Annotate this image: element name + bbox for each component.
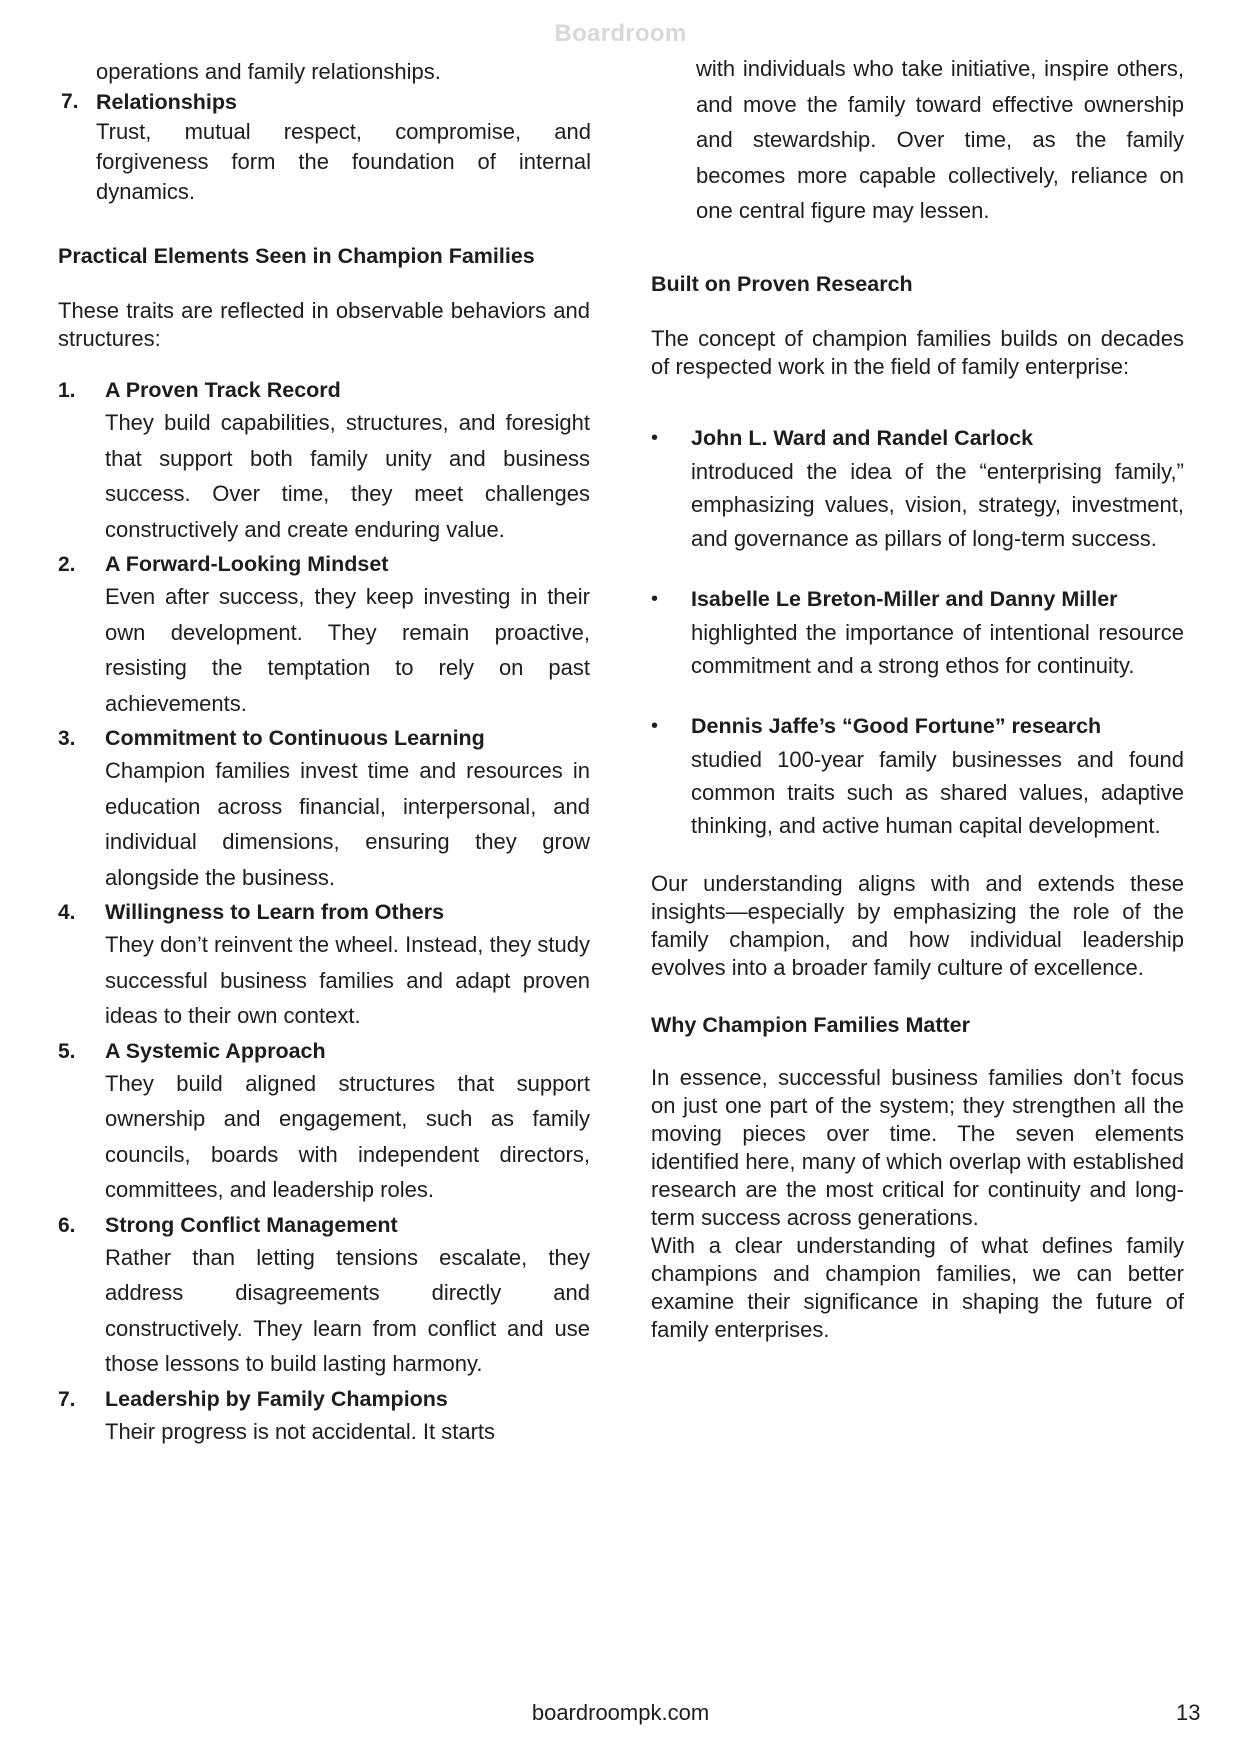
item-number: 4. — [58, 901, 76, 924]
footer-url: boardroompk.com — [531, 1700, 710, 1725]
item-number: 6. — [58, 1213, 76, 1237]
list-item — [58, 1208, 590, 1382]
list-item — [58, 547, 590, 721]
item-body: Trust, mutual respect, compromise, and forgiveness form the foundation of internal dynamics. — [96, 119, 591, 204]
bullet-body: highlighted the importance of intentional resource commitment and a strong ethos for continuity. — [691, 620, 1184, 678]
right-column — [651, 57, 1184, 1344]
bullet-item — [651, 421, 1184, 556]
research-intro: The concept of champion families builds on decades of respected work in the field of family enterprise: — [651, 325, 1184, 379]
bullet-title: Isabelle Le Breton-Miller and Danny Miller — [691, 587, 1118, 611]
item-title: A Forward-Looking Mindset — [105, 552, 389, 576]
item-body: Their progress is not accidental. It starts — [105, 1418, 496, 1444]
left-column — [58, 57, 590, 1449]
page-number: 13 — [1176, 1700, 1201, 1725]
list-item — [58, 721, 590, 895]
item-number: 7. — [58, 1387, 76, 1411]
practical-elements-list — [58, 373, 590, 1449]
why-heading: Why Champion Families Matter — [651, 1013, 970, 1037]
carryover-text: operations and family relationships. — [96, 59, 441, 84]
carryover-text: with individuals who take initiative, inspire others, and move the family toward effective ownership and stewardship. Over time, as the family becomes more capable collectively, reliance on one central figure may lessen. — [696, 56, 1184, 223]
list-item — [58, 1034, 590, 1208]
why-paragraph-1: In essence, successful business families don’t focus on just one part of the system; they strengthen all the moving pieces over time. The seven elements identified here, many of which overlap with established research are the most critical for continuity and long-term success across generations. — [651, 1065, 1184, 1230]
item-body: They don’t reinvent the wheel. Instead, they study successful business families and adapt proven ideas to their own context. — [105, 932, 590, 1028]
item-title: Willingness to Learn from Others — [105, 900, 445, 924]
header-brand: Boardroom — [554, 20, 687, 47]
bullet-title: Dennis Jaffe’s “Good Fortune” research — [691, 714, 1102, 738]
item-number: 7. — [61, 90, 79, 113]
bullet-marker: • — [651, 588, 659, 610]
item-title: Leadership by Family Champions — [105, 1386, 448, 1411]
bullet-body: studied 100-year family businesses and found common traits such as shared values, adaptive thinking, and active human capital development. — [691, 747, 1184, 838]
item-title: Relationships — [96, 90, 237, 114]
item-title: A Proven Track Record — [105, 378, 341, 402]
item-title: Commitment to Continuous Learning — [105, 726, 485, 750]
why-paragraph-2: With a clear understanding of what defines family champions and champion families, we can better examine their significance in shaping the future of family enterprises. — [651, 1233, 1184, 1342]
item-body: Rather than letting tensions escalate, they address disagreements directly and constructively. They learn from conflict and use those lessons to build lasting harmony. — [105, 1244, 590, 1376]
bullet-body: introduced the idea of the “enterprising family,” emphasizing values, vision, strategy, investment, and governance as pillars of long-term success. — [691, 458, 1184, 551]
item-number: 3. — [58, 727, 76, 750]
item-number: 2. — [58, 553, 76, 576]
bullet-title: John L. Ward and Randel Carlock — [691, 425, 1034, 450]
list-item — [58, 1382, 590, 1450]
item-body: They build aligned structures that support ownership and engagement, such as family councils, boards with independent directors, committees, and leadership roles. — [105, 1070, 590, 1202]
bullet-item — [651, 709, 1184, 842]
bullet-marker: • — [651, 715, 659, 737]
item-body: They build capabilities, structures, and foresight that support both family unity and business success. Over time, they meet challenges constructively and create enduring value. — [105, 410, 590, 542]
list-item — [58, 373, 590, 547]
item-body: Even after success, they keep investing in their own development. They remain proactive, resisting the temptation to rely on past achievements. — [105, 584, 590, 716]
item-title: A Systemic Approach — [105, 1038, 326, 1063]
item-body: Champion families invest time and resources in education across financial, interpersonal, and individual dimensions, ensuring they grow alongside the business. — [105, 758, 590, 890]
bullet-marker: • — [651, 426, 659, 449]
section-heading: Practical Elements Seen in Champion Families — [58, 244, 535, 268]
item-title: Strong Conflict Management — [105, 1212, 398, 1237]
understanding-paragraph: Our understanding aligns with and extends these insights—especially by emphasizing the role of the family champion, and how individual leadership evolves into a broader family culture of excellence. — [651, 871, 1184, 980]
intro-text: These traits are reflected in observable behaviors and structures: — [58, 298, 590, 351]
bullet-item — [651, 582, 1184, 682]
prev-list-item — [58, 87, 590, 207]
list-item — [58, 895, 590, 1034]
item-number: 5. — [58, 1039, 76, 1063]
item-number: 1. — [58, 379, 76, 402]
research-bullet-list — [651, 421, 1184, 843]
research-heading: Built on Proven Research — [651, 271, 913, 296]
